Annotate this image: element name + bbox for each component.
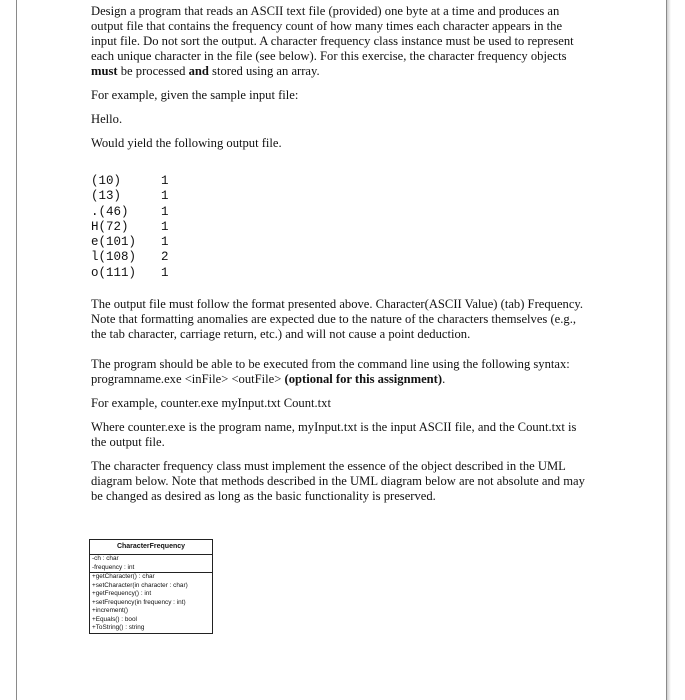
sample-input: Hello.	[91, 112, 123, 126]
page-shadow	[667, 0, 671, 700]
cmd-text-1: The program should be able to be executed from the command line using the following syntax: programname.exe <inFile> <outFile>	[91, 357, 570, 386]
uml-method: +ToString() : string	[92, 624, 145, 631]
uml-method: +setCharacter(in character : char)	[92, 581, 188, 589]
output-row	[91, 174, 181, 189]
uml-method: +getCharacter() : char	[92, 573, 155, 580]
yield-intro: Would yield the following output file.	[91, 136, 282, 150]
output-char: (10)	[91, 174, 122, 188]
output-table	[91, 174, 181, 281]
format-note: The output file must follow the format presented above. Character(ASCII Value) (tab) Frequency. Note that formatting anomalies are expected due to the nature of the characters themselves (e.g., the tab character, carriage return, etc.) and will not cause a point deduction.	[91, 297, 584, 341]
output-row	[91, 266, 181, 281]
output-row	[91, 250, 181, 265]
output-row	[91, 189, 181, 204]
intro-bold-and: and	[188, 64, 209, 78]
output-char: H(72)	[91, 219, 129, 234]
output-count: 2	[161, 250, 169, 265]
intro-text-3: stored using an array.	[208, 64, 320, 78]
output-char: .(46)	[91, 204, 129, 219]
uml-attributes	[90, 555, 212, 572]
cmd-text-2: .	[442, 372, 446, 386]
uml-attribute: -ch : char	[92, 555, 119, 562]
uml-intro: The character frequency class must implement the essence of the object described in the UML diagram below. Note that methods described in the UML diagram below are not absolute and may be changed as desired as long as the basic functionality is preserved.	[91, 459, 585, 503]
uml-class-diagram	[89, 539, 213, 634]
output-row	[91, 235, 181, 250]
output-count: 1	[161, 219, 169, 234]
intro-text-2: be processed	[117, 64, 189, 78]
uml-method: +increment()	[92, 607, 129, 614]
output-count: 1	[161, 235, 169, 250]
cmd-bold-optional: (optional for this assignment)	[284, 372, 443, 386]
output-char: o(111)	[91, 265, 137, 280]
example-intro: For example, given the sample input file:	[91, 88, 299, 102]
output-count: 1	[161, 265, 169, 280]
output-row	[91, 220, 181, 235]
output-char: l(108)	[91, 250, 137, 265]
output-count: 1	[161, 189, 169, 204]
cmd-example: For example, counter.exe myInput.txt Count.txt	[91, 396, 331, 410]
intro-text-1: Design a program that reads an ASCII text file (provided) one byte at a time and produces an output file that contains the frequency count of how many times each character appears in the input file. Do not sort the output. A character frequency class instance must be used to represent each unique character in the file (see below). For this exercise, the character frequency objects	[91, 4, 574, 63]
uml-attribute: -frequency : int	[92, 563, 135, 571]
uml-method: +setFrequency(in frequency : int)	[92, 598, 186, 606]
intro-bold-must: must	[91, 64, 118, 78]
output-char: e(101)	[91, 235, 137, 250]
output-count: 1	[161, 204, 169, 219]
intro-paragraph	[91, 4, 591, 79]
output-count: 1	[161, 174, 169, 188]
uml-class-name: CharacterFrequency	[90, 540, 212, 555]
output-row	[91, 205, 181, 220]
uml-methods	[90, 572, 212, 633]
cmd-where: Where counter.exe is the program name, myInput.txt is the input ASCII file, and the Count.txt is the output file.	[91, 420, 577, 449]
uml-method: +Equals() : bool	[92, 615, 137, 623]
command-line-paragraph	[91, 357, 591, 387]
document-body	[91, 4, 591, 151]
page-border-left	[16, 0, 17, 700]
document-body-lower	[91, 297, 591, 504]
output-char: (13)	[91, 189, 122, 204]
uml-method: +getFrequency() : int	[92, 590, 152, 597]
